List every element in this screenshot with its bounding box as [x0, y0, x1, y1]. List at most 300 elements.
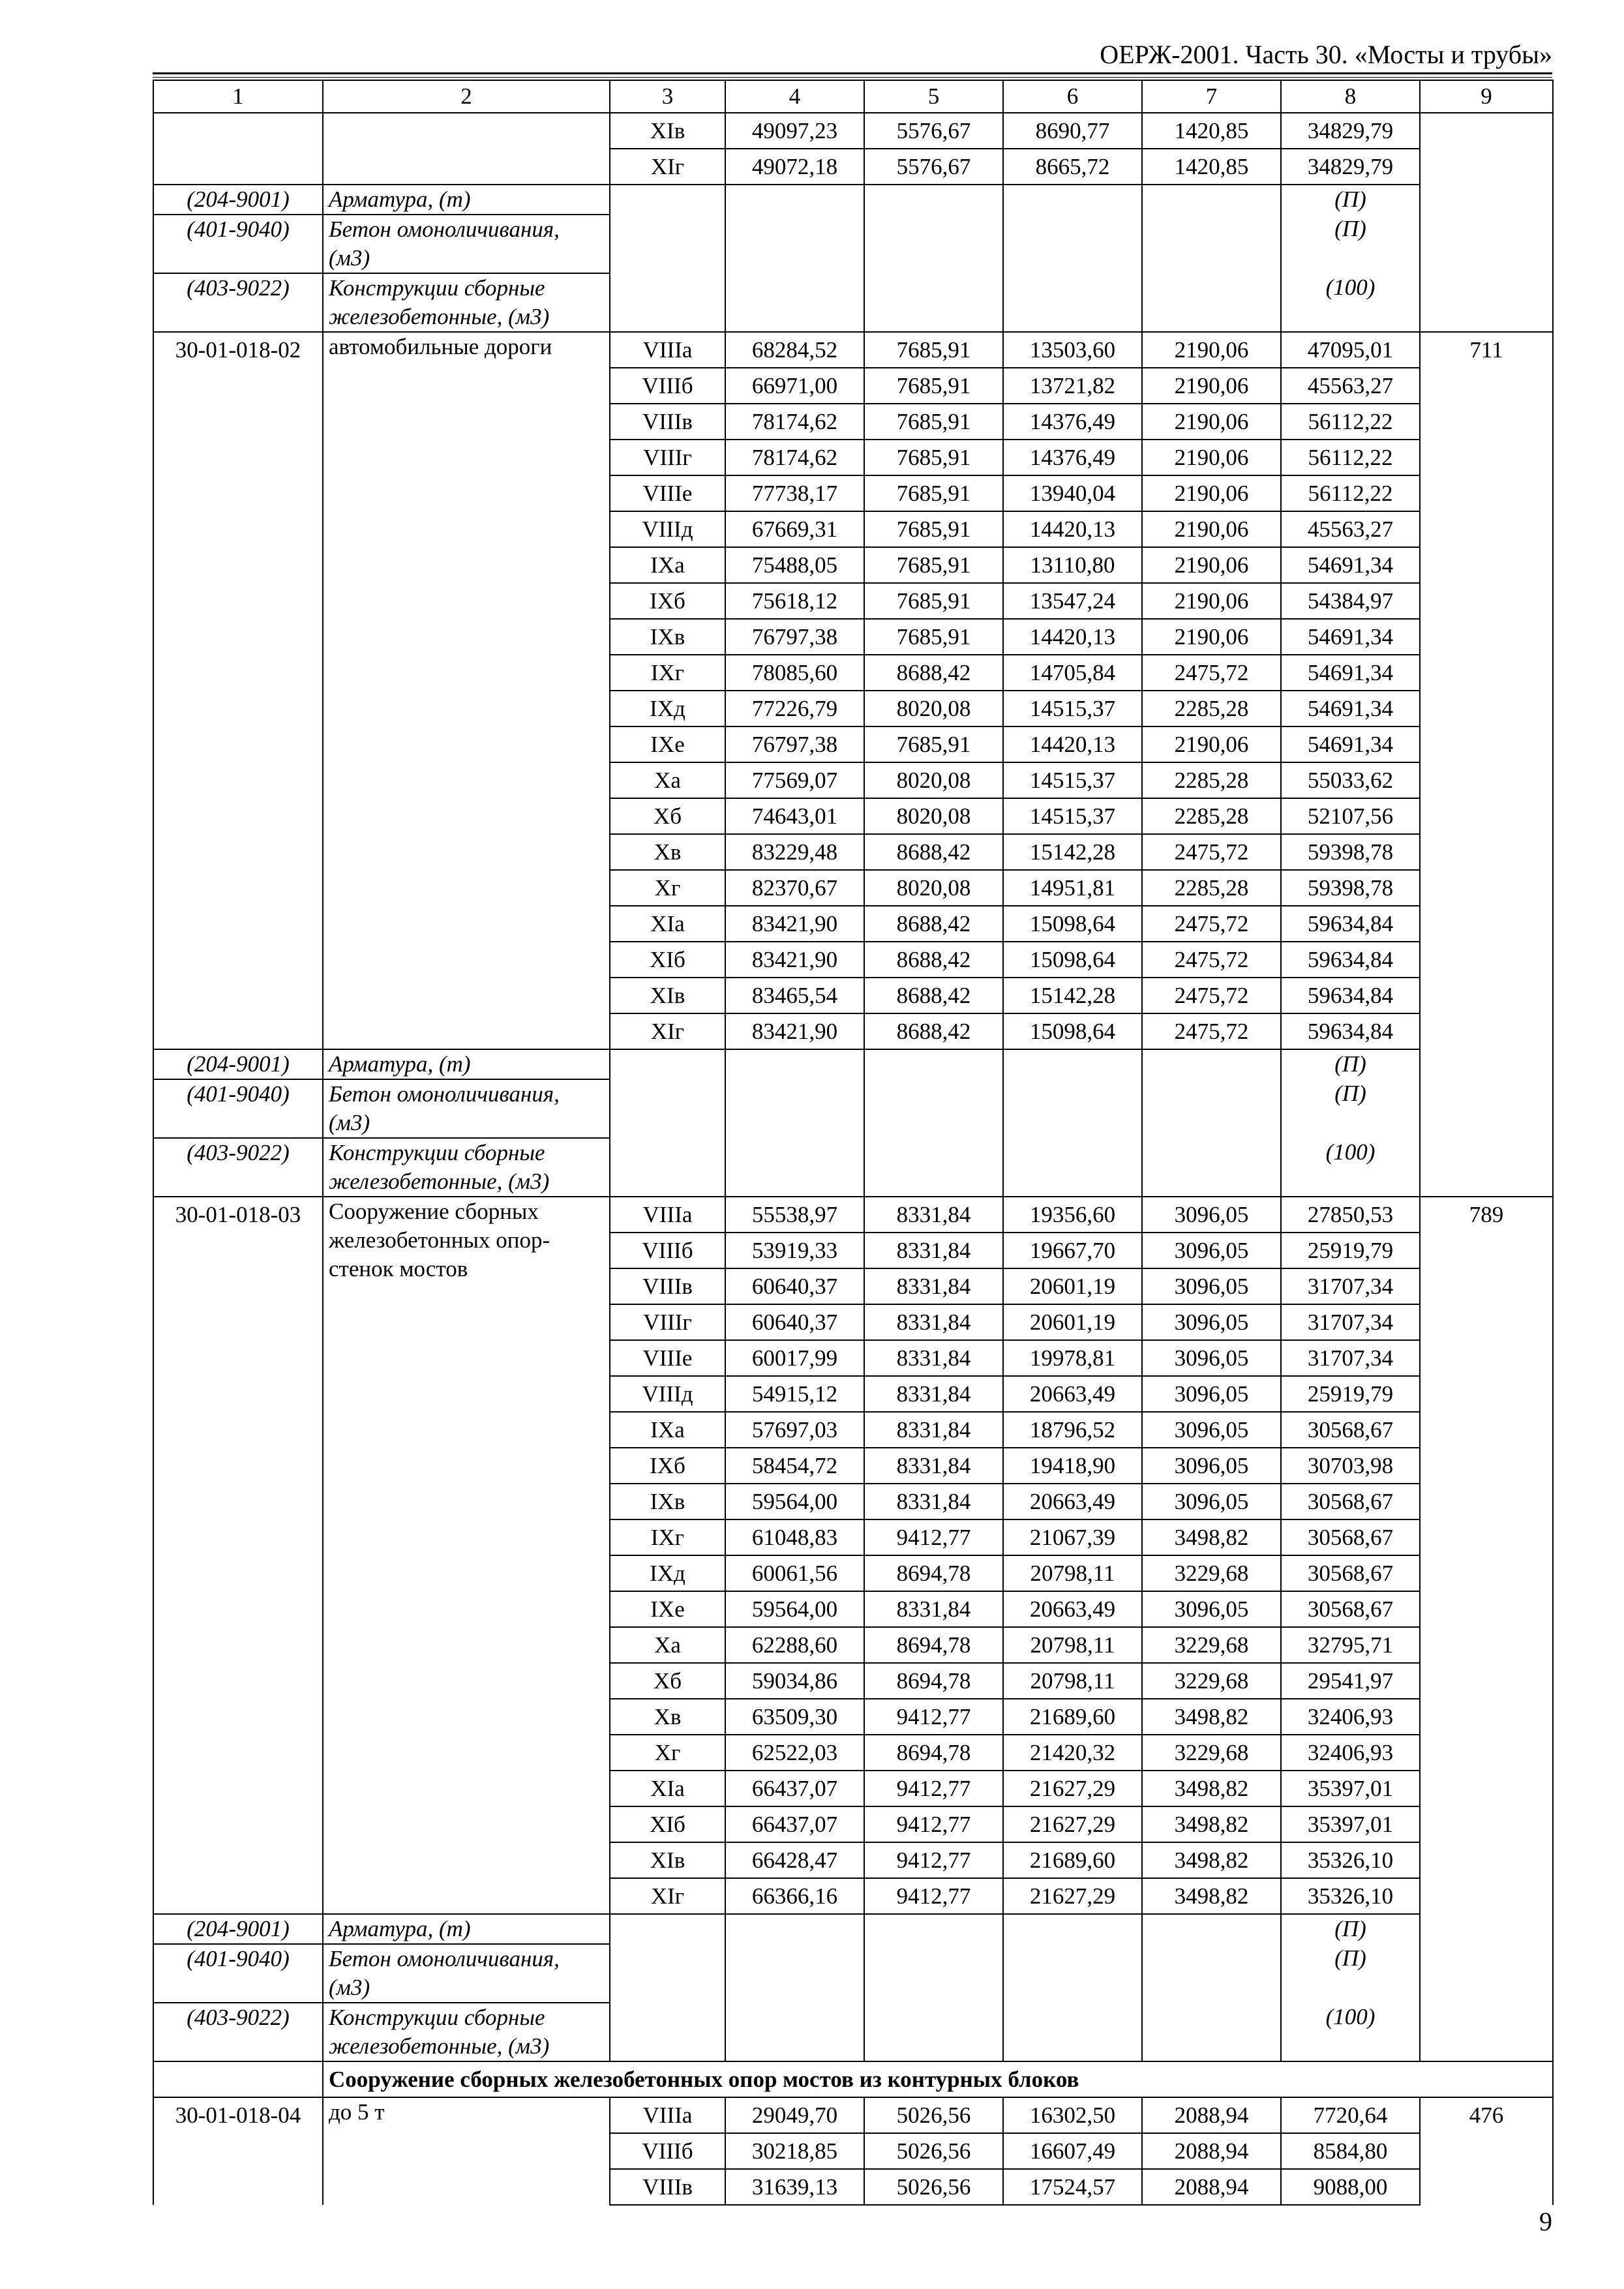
value-cell-v6: 13547,24 — [1003, 583, 1142, 619]
value-cell-v8: 54691,34 — [1281, 691, 1420, 726]
empty-cell — [1142, 1049, 1281, 1079]
category-cell: IXа — [610, 547, 725, 583]
value-cell-v4: 54915,12 — [725, 1376, 864, 1412]
value-cell-v4: 66428,47 — [725, 1842, 864, 1878]
value-cell-v7: 2190,06 — [1142, 475, 1281, 511]
empty-cell — [864, 1944, 1003, 2003]
category-cell: IXв — [610, 1484, 725, 1519]
value-cell-v5: 8694,78 — [864, 1663, 1003, 1699]
value-cell-v5: 8331,84 — [864, 1484, 1003, 1519]
empty-cell — [725, 1049, 864, 1079]
category-cell: IXг — [610, 1519, 725, 1555]
category-cell: Xб — [610, 1663, 725, 1699]
material-row — [153, 1914, 1553, 1944]
empty-cell — [1003, 1914, 1142, 1944]
category-cell: VIIIв — [610, 404, 725, 440]
value-cell-v5: 7685,91 — [864, 583, 1003, 619]
empty-cell — [610, 215, 725, 273]
category-cell: IXа — [610, 1412, 725, 1448]
empty-cell — [725, 273, 864, 332]
material-code: (204-9001) — [153, 1049, 323, 1079]
category-cell: IXг — [610, 655, 725, 691]
category-cell: IXб — [610, 583, 725, 619]
value-cell-v4: 49072,18 — [725, 149, 864, 185]
value-cell-v7: 2285,28 — [1142, 798, 1281, 834]
value-cell-v6: 15142,28 — [1003, 834, 1142, 870]
column-number: 8 — [1281, 80, 1420, 113]
value-cell-v5: 7685,91 — [864, 619, 1003, 655]
value-cell-v6: 19978,81 — [1003, 1340, 1142, 1376]
value-cell-v5: 5026,56 — [864, 2097, 1003, 2133]
value-cell-v4: 31639,13 — [725, 2169, 864, 2205]
empty-cell — [610, 1944, 725, 2003]
value-cell-v6: 14376,49 — [1003, 404, 1142, 440]
column-number: 3 — [610, 80, 725, 113]
value-cell-v5: 8331,84 — [864, 1591, 1003, 1627]
column-number: 4 — [725, 80, 864, 113]
value-cell-v7: 3229,68 — [1142, 1663, 1281, 1699]
value-cell-v8: 32406,93 — [1281, 1735, 1420, 1771]
code-cell — [153, 113, 323, 185]
empty-cell — [725, 1914, 864, 1944]
name-cell — [323, 113, 610, 185]
material-value: (100) — [1281, 2003, 1420, 2061]
value-cell-v5: 9412,77 — [864, 1878, 1003, 1914]
empty-cell — [610, 273, 725, 332]
category-cell: XIг — [610, 1013, 725, 1049]
value-cell-v6: 21420,32 — [1003, 1735, 1142, 1771]
value-cell-v6: 14376,49 — [1003, 440, 1142, 475]
empty-cell — [1003, 1049, 1142, 1079]
empty-cell — [1003, 1138, 1142, 1197]
col9-cell: 789 — [1420, 1197, 1553, 2061]
category-cell: VIIIб — [610, 1233, 725, 1268]
value-cell-v6: 19667,70 — [1003, 1233, 1142, 1268]
empty-cell — [725, 1079, 864, 1138]
category-cell: XIб — [610, 942, 725, 978]
code-cell: 30-01-018-03 — [153, 1197, 323, 1914]
value-cell-v7: 3096,05 — [1142, 1448, 1281, 1484]
material-row — [153, 273, 1553, 332]
value-cell-v6: 14515,37 — [1003, 691, 1142, 726]
empty-cell — [1142, 1914, 1281, 1944]
column-number: 2 — [323, 80, 610, 113]
value-cell-v6: 13503,60 — [1003, 332, 1142, 368]
category-cell: IXе — [610, 1591, 725, 1627]
value-cell-v4: 66366,16 — [725, 1878, 864, 1914]
value-cell-v6: 14420,13 — [1003, 511, 1142, 547]
value-cell-v8: 59634,84 — [1281, 978, 1420, 1013]
category-cell: VIIIв — [610, 2169, 725, 2205]
empty-cell — [1003, 273, 1142, 332]
category-cell: Xа — [610, 1627, 725, 1663]
category-cell: IXд — [610, 1555, 725, 1591]
value-cell-v7: 2088,94 — [1142, 2169, 1281, 2205]
empty-cell — [864, 185, 1003, 215]
value-cell-v6: 20663,49 — [1003, 1484, 1142, 1519]
category-cell: Xв — [610, 834, 725, 870]
value-cell-v6: 21627,29 — [1003, 1878, 1142, 1914]
material-row — [153, 1944, 1553, 2003]
value-cell-v5: 8331,84 — [864, 1376, 1003, 1412]
value-cell-v4: 59564,00 — [725, 1591, 864, 1627]
value-cell-v7: 3096,05 — [1142, 1376, 1281, 1412]
material-name: Арматура, (т) — [323, 1049, 610, 1079]
value-cell-v6: 21627,29 — [1003, 1806, 1142, 1842]
value-cell-v6: 20601,19 — [1003, 1268, 1142, 1304]
empty-cell — [1142, 1944, 1281, 2003]
value-cell-v8: 55033,62 — [1281, 762, 1420, 798]
value-cell-v8: 30703,98 — [1281, 1448, 1420, 1484]
material-code: (401-9040) — [153, 1079, 323, 1138]
value-cell-v5: 8020,08 — [864, 691, 1003, 726]
value-cell-v4: 75618,12 — [725, 583, 864, 619]
category-cell: Xб — [610, 798, 725, 834]
value-cell-v5: 7685,91 — [864, 511, 1003, 547]
value-cell-v6: 19356,60 — [1003, 1197, 1142, 1233]
value-cell-v6: 18796,52 — [1003, 1412, 1142, 1448]
value-cell-v8: 27850,53 — [1281, 1197, 1420, 1233]
material-name: Конструкции сборные железобетонные, (м3) — [323, 273, 610, 332]
empty-cell — [153, 2061, 323, 2097]
value-cell-v4: 58454,72 — [725, 1448, 864, 1484]
value-cell-v4: 62522,03 — [725, 1735, 864, 1771]
empty-cell — [1142, 273, 1281, 332]
value-cell-v4: 68284,52 — [725, 332, 864, 368]
category-cell: VIIIб — [610, 368, 725, 404]
value-cell-v4: 83421,90 — [725, 906, 864, 942]
value-cell-v4: 77226,79 — [725, 691, 864, 726]
value-cell-v4: 59034,86 — [725, 1663, 864, 1699]
value-cell-v6: 13721,82 — [1003, 368, 1142, 404]
name-cell: Сооружение сборных железобетонных опор-стенок мостов — [323, 1197, 610, 1914]
empty-cell — [864, 215, 1003, 273]
value-cell-v6: 13940,04 — [1003, 475, 1142, 511]
value-cell-v5: 9412,77 — [864, 1771, 1003, 1806]
column-number: 6 — [1003, 80, 1142, 113]
value-cell-v7: 3096,05 — [1142, 1304, 1281, 1340]
empty-cell — [1003, 2003, 1142, 2061]
empty-cell — [610, 185, 725, 215]
value-cell-v7: 2285,28 — [1142, 691, 1281, 726]
value-cell-v7: 3096,05 — [1142, 1591, 1281, 1627]
value-cell-v8: 56112,22 — [1281, 440, 1420, 475]
value-cell-v4: 76797,38 — [725, 726, 864, 762]
value-cell-v5: 8020,08 — [864, 762, 1003, 798]
material-value: (П) — [1281, 1049, 1420, 1079]
value-cell-v8: 34829,79 — [1281, 113, 1420, 149]
value-cell-v4: 83229,48 — [725, 834, 864, 870]
category-cell: VIIIа — [610, 332, 725, 368]
material-name: Конструкции сборные железобетонные, (м3) — [323, 1138, 610, 1197]
value-cell-v5: 5026,56 — [864, 2133, 1003, 2169]
value-cell-v4: 49097,23 — [725, 113, 864, 149]
value-cell-v6: 14420,13 — [1003, 619, 1142, 655]
value-cell-v8: 59634,84 — [1281, 942, 1420, 978]
material-name: Конструкции сборные железобетонные, (м3) — [323, 2003, 610, 2061]
category-cell: VIIIа — [610, 1197, 725, 1233]
empty-cell — [1142, 185, 1281, 215]
value-cell-v6: 20798,11 — [1003, 1663, 1142, 1699]
value-cell-v5: 8331,84 — [864, 1340, 1003, 1376]
page-header: ОЕРЖ-2001. Часть 30. «Мосты и трубы» — [1100, 40, 1552, 69]
empty-cell — [725, 215, 864, 273]
material-row — [153, 185, 1553, 215]
value-cell-v5: 7685,91 — [864, 547, 1003, 583]
value-cell-v4: 62288,60 — [725, 1627, 864, 1663]
value-cell-v5: 8688,42 — [864, 655, 1003, 691]
value-cell-v6: 8690,77 — [1003, 113, 1142, 149]
value-cell-v6: 21627,29 — [1003, 1771, 1142, 1806]
value-cell-v7: 2285,28 — [1142, 870, 1281, 906]
empty-cell — [1003, 215, 1142, 273]
category-cell: VIIIв — [610, 1268, 725, 1304]
value-cell-v7: 2190,06 — [1142, 511, 1281, 547]
name-cell: до 5 т — [323, 2097, 610, 2205]
value-cell-v8: 59398,78 — [1281, 834, 1420, 870]
material-row — [153, 2003, 1553, 2061]
value-cell-v6: 19418,90 — [1003, 1448, 1142, 1484]
material-row — [153, 215, 1553, 273]
category-cell: Xг — [610, 870, 725, 906]
value-cell-v4: 78174,62 — [725, 404, 864, 440]
value-cell-v5: 8688,42 — [864, 978, 1003, 1013]
value-cell-v6: 14705,84 — [1003, 655, 1142, 691]
value-cell-v5: 9412,77 — [864, 1519, 1003, 1555]
value-cell-v8: 56112,22 — [1281, 404, 1420, 440]
code-cell: 30-01-018-02 — [153, 332, 323, 1049]
value-cell-v7: 2475,72 — [1142, 655, 1281, 691]
category-cell: XIг — [610, 149, 725, 185]
value-cell-v4: 57697,03 — [725, 1412, 864, 1448]
material-name: Бетон омоноличивания, (м3) — [323, 1944, 610, 2003]
value-cell-v8: 54691,34 — [1281, 547, 1420, 583]
value-cell-v7: 2190,06 — [1142, 440, 1281, 475]
value-cell-v7: 2285,28 — [1142, 762, 1281, 798]
value-cell-v5: 5026,56 — [864, 2169, 1003, 2205]
table-row — [153, 1197, 1553, 1233]
value-cell-v4: 78174,62 — [725, 440, 864, 475]
category-cell: XIа — [610, 906, 725, 942]
value-cell-v5: 7685,91 — [864, 726, 1003, 762]
empty-cell — [725, 1138, 864, 1197]
value-cell-v8: 9088,00 — [1281, 2169, 1420, 2205]
value-cell-v8: 35326,10 — [1281, 1878, 1420, 1914]
value-cell-v8: 35326,10 — [1281, 1842, 1420, 1878]
empty-cell — [610, 1914, 725, 1944]
empty-cell — [864, 2003, 1003, 2061]
value-cell-v8: 56112,22 — [1281, 475, 1420, 511]
value-cell-v8: 34829,79 — [1281, 149, 1420, 185]
value-cell-v7: 3096,05 — [1142, 1340, 1281, 1376]
value-cell-v8: 30568,67 — [1281, 1412, 1420, 1448]
value-cell-v8: 54691,34 — [1281, 726, 1420, 762]
value-cell-v8: 31707,34 — [1281, 1304, 1420, 1340]
empty-cell — [1142, 1138, 1281, 1197]
value-cell-v8: 52107,56 — [1281, 798, 1420, 834]
value-cell-v7: 2190,06 — [1142, 404, 1281, 440]
value-cell-v8: 30568,67 — [1281, 1591, 1420, 1627]
category-cell: XIа — [610, 1771, 725, 1806]
category-cell: VIIIд — [610, 511, 725, 547]
header-rule-thin — [153, 77, 1552, 78]
value-cell-v7: 3229,68 — [1142, 1555, 1281, 1591]
value-cell-v8: 59634,84 — [1281, 906, 1420, 942]
value-cell-v8: 30568,67 — [1281, 1519, 1420, 1555]
value-cell-v4: 63509,30 — [725, 1699, 864, 1735]
page-number: 9 — [1539, 2207, 1552, 2236]
value-cell-v7: 1420,85 — [1142, 149, 1281, 185]
value-cell-v8: 31707,34 — [1281, 1268, 1420, 1304]
value-cell-v4: 83421,90 — [725, 942, 864, 978]
header-rule — [153, 72, 1552, 74]
value-cell-v5: 8020,08 — [864, 798, 1003, 834]
value-cell-v8: 35397,01 — [1281, 1771, 1420, 1806]
category-cell: VIIIг — [610, 440, 725, 475]
value-cell-v4: 67669,31 — [725, 511, 864, 547]
material-name: Бетон омоноличивания, (м3) — [323, 1079, 610, 1138]
value-cell-v6: 15098,64 — [1003, 942, 1142, 978]
value-cell-v7: 2190,06 — [1142, 368, 1281, 404]
value-cell-v4: 82370,67 — [725, 870, 864, 906]
value-cell-v6: 14515,37 — [1003, 762, 1142, 798]
empty-cell — [1142, 1079, 1281, 1138]
table-row — [153, 113, 1553, 149]
value-cell-v6: 16607,49 — [1003, 2133, 1142, 2169]
value-cell-v7: 2190,06 — [1142, 619, 1281, 655]
material-row — [153, 1079, 1553, 1138]
value-cell-v4: 78085,60 — [725, 655, 864, 691]
empty-cell — [864, 273, 1003, 332]
value-cell-v6: 15098,64 — [1003, 1013, 1142, 1049]
value-cell-v5: 9412,77 — [864, 1699, 1003, 1735]
value-cell-v4: 66971,00 — [725, 368, 864, 404]
value-cell-v7: 2475,72 — [1142, 1013, 1281, 1049]
value-cell-v8: 30568,67 — [1281, 1484, 1420, 1519]
value-cell-v5: 8331,84 — [864, 1448, 1003, 1484]
value-cell-v7: 1420,85 — [1142, 113, 1281, 149]
value-cell-v7: 2475,72 — [1142, 834, 1281, 870]
value-cell-v6: 14951,81 — [1003, 870, 1142, 906]
value-cell-v5: 7685,91 — [864, 475, 1003, 511]
empty-cell — [1003, 185, 1142, 215]
category-cell: XIг — [610, 1878, 725, 1914]
value-cell-v8: 30568,67 — [1281, 1555, 1420, 1591]
value-cell-v8: 32406,93 — [1281, 1699, 1420, 1735]
value-cell-v7: 2475,72 — [1142, 942, 1281, 978]
category-cell: XIб — [610, 1806, 725, 1842]
value-cell-v7: 3096,05 — [1142, 1233, 1281, 1268]
category-cell: XIв — [610, 978, 725, 1013]
value-cell-v5: 8331,84 — [864, 1233, 1003, 1268]
value-cell-v5: 8694,78 — [864, 1627, 1003, 1663]
value-cell-v6: 8665,72 — [1003, 149, 1142, 185]
empty-cell — [864, 1914, 1003, 1944]
material-code: (204-9001) — [153, 185, 323, 215]
value-cell-v7: 3498,82 — [1142, 1519, 1281, 1555]
material-name: Бетон омоноличивания, (м3) — [323, 215, 610, 273]
value-cell-v8: 54691,34 — [1281, 655, 1420, 691]
value-cell-v5: 8331,84 — [864, 1412, 1003, 1448]
material-code: (403-9022) — [153, 273, 323, 332]
category-cell: XIв — [610, 113, 725, 149]
value-cell-v6: 21689,60 — [1003, 1842, 1142, 1878]
value-cell-v6: 14420,13 — [1003, 726, 1142, 762]
empty-cell — [610, 1049, 725, 1079]
value-cell-v7: 2475,72 — [1142, 978, 1281, 1013]
value-cell-v5: 7685,91 — [864, 404, 1003, 440]
material-row — [153, 1049, 1553, 1079]
material-row — [153, 1138, 1553, 1197]
value-cell-v7: 2190,06 — [1142, 726, 1281, 762]
column-number: 5 — [864, 80, 1003, 113]
empty-cell — [725, 2003, 864, 2061]
value-cell-v8: 8584,80 — [1281, 2133, 1420, 2169]
value-cell-v5: 8020,08 — [864, 870, 1003, 906]
value-cell-v7: 3498,82 — [1142, 1699, 1281, 1735]
column-number: 9 — [1420, 80, 1553, 113]
value-cell-v4: 66437,07 — [725, 1771, 864, 1806]
empty-cell — [725, 1944, 864, 2003]
value-cell-v4: 61048,83 — [725, 1519, 864, 1555]
value-cell-v7: 2088,94 — [1142, 2133, 1281, 2169]
col9-cell: 711 — [1420, 332, 1553, 1197]
value-cell-v7: 3229,68 — [1142, 1735, 1281, 1771]
empty-cell — [725, 185, 864, 215]
category-cell: VIIIд — [610, 1376, 725, 1412]
empty-cell — [1142, 215, 1281, 273]
value-cell-v6: 15098,64 — [1003, 906, 1142, 942]
value-cell-v7: 3229,68 — [1142, 1627, 1281, 1663]
value-cell-v6: 20663,49 — [1003, 1591, 1142, 1627]
value-cell-v5: 8694,78 — [864, 1735, 1003, 1771]
value-cell-v4: 60640,37 — [725, 1268, 864, 1304]
value-cell-v7: 2475,72 — [1142, 906, 1281, 942]
value-cell-v5: 9412,77 — [864, 1842, 1003, 1878]
value-cell-v4: 59564,00 — [725, 1484, 864, 1519]
col9-cell — [1420, 113, 1553, 332]
value-cell-v8: 59398,78 — [1281, 870, 1420, 906]
value-cell-v6: 21689,60 — [1003, 1699, 1142, 1735]
value-cell-v4: 60017,99 — [725, 1340, 864, 1376]
material-value: (П) — [1281, 1914, 1420, 1944]
material-value: (100) — [1281, 273, 1420, 332]
material-value: (П) — [1281, 1079, 1420, 1138]
value-cell-v5: 7685,91 — [864, 368, 1003, 404]
value-cell-v7: 2190,06 — [1142, 583, 1281, 619]
value-cell-v5: 8694,78 — [864, 1555, 1003, 1591]
material-value: (100) — [1281, 1138, 1420, 1197]
empty-cell — [1142, 2003, 1281, 2061]
value-cell-v8: 25919,79 — [1281, 1233, 1420, 1268]
value-cell-v6: 20798,11 — [1003, 1555, 1142, 1591]
value-cell-v6: 16302,50 — [1003, 2097, 1142, 2133]
value-cell-v8: 35397,01 — [1281, 1806, 1420, 1842]
value-cell-v7: 3498,82 — [1142, 1878, 1281, 1914]
value-cell-v5: 7685,91 — [864, 332, 1003, 368]
value-cell-v8: 47095,01 — [1281, 332, 1420, 368]
value-cell-v8: 45563,27 — [1281, 368, 1420, 404]
material-name: Арматура, (т) — [323, 185, 610, 215]
value-cell-v5: 8688,42 — [864, 942, 1003, 978]
col9-cell: 476 — [1420, 2097, 1553, 2205]
value-cell-v7: 3498,82 — [1142, 1771, 1281, 1806]
value-cell-v8: 25919,79 — [1281, 1376, 1420, 1412]
value-cell-v4: 66437,07 — [725, 1806, 864, 1842]
empty-cell — [864, 1049, 1003, 1079]
category-cell: IXв — [610, 619, 725, 655]
category-cell: VIIIг — [610, 1304, 725, 1340]
